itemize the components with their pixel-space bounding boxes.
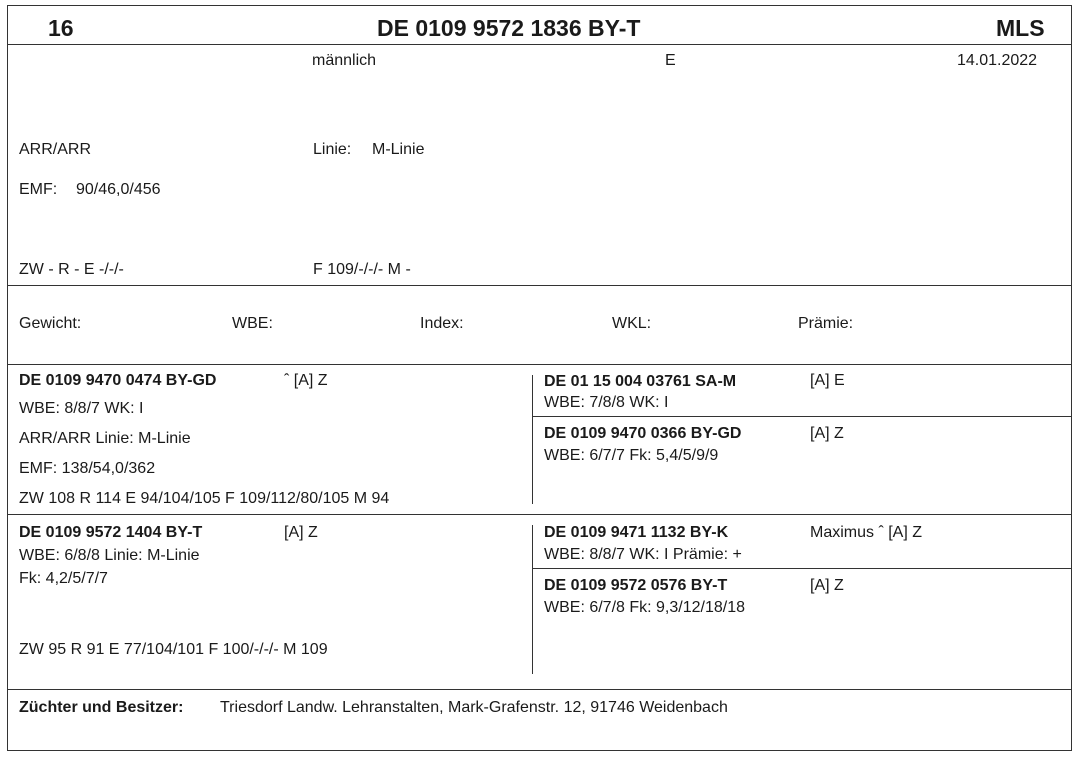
emf-value: 90/46,0/456 xyxy=(76,181,161,198)
dam-id: DE 0109 9572 1404 BY-T xyxy=(19,524,203,541)
dam-marks: [A] Z xyxy=(284,524,318,541)
sire-zw: ZW 108 R 114 E 94/104/105 F 109/112/80/105 M 94 xyxy=(19,490,390,507)
dam-dam-wbe: WBE: 6/7/8 Fk: 9,3/12/18/18 xyxy=(544,599,745,616)
dam-sire-id: DE 0109 9471 1132 BY-K xyxy=(544,524,729,541)
f-m-values: F 109/-/-/- M - xyxy=(313,261,411,278)
sire-dam-wbe: WBE: 6/7/7 Fk: 5,4/5/9/9 xyxy=(544,447,719,464)
section-divider-dam xyxy=(7,514,1072,515)
praemie-label: Prämie: xyxy=(798,315,854,332)
zw-values: ZW - R - E -/-/- xyxy=(19,261,124,278)
pedigree-separator-sire xyxy=(532,375,533,504)
pedigree-separator-dam xyxy=(532,525,533,674)
sire-sire-id: DE 01 15 004 03761 SA-M xyxy=(544,373,737,390)
dam-dam-id: DE 0109 9572 0576 BY-T xyxy=(544,577,728,594)
linie-value: M-Linie xyxy=(372,141,425,158)
gewicht-label: Gewicht: xyxy=(19,315,82,332)
animal-id-title: DE 0109 9572 1836 BY-T xyxy=(377,15,641,41)
wkl-label: WKL: xyxy=(612,315,652,332)
catalog-number: 16 xyxy=(48,15,74,41)
sire-grandparents-divider xyxy=(532,416,1072,417)
linie-label: Linie: xyxy=(313,141,352,158)
sire-marks: ˆ [A] Z xyxy=(284,372,328,389)
dam-grandparents-divider xyxy=(532,568,1072,569)
section-divider-pedigree xyxy=(7,364,1072,365)
sire-arr-linie: ARR/ARR Linie: M-Linie xyxy=(19,430,191,447)
dam-fk: Fk: 4,2/5/7/7 xyxy=(19,570,108,587)
index-label: Index: xyxy=(420,315,464,332)
sire-sire-wbe: WBE: 7/8/8 WK: I xyxy=(544,394,669,411)
sex: männlich xyxy=(312,52,377,69)
dam-sire-wbe: WBE: 8/8/7 WK: I Prämie: + xyxy=(544,546,742,563)
emf-label: EMF: xyxy=(19,181,58,198)
breeder-owner-label: Züchter und Besitzer: xyxy=(19,699,184,716)
sire-wbe: WBE: 8/8/7 WK: I xyxy=(19,400,144,417)
breeder-owner-value: Triesdorf Landw. Lehranstalten, Mark-Grafenstr. 12, 91746 Weidenbach xyxy=(220,699,728,716)
code: E xyxy=(665,52,676,69)
sire-id: DE 0109 9470 0474 BY-GD xyxy=(19,372,217,389)
breed-code: MLS xyxy=(996,15,1045,41)
section-divider-evaluation xyxy=(7,285,1072,286)
wbe-label: WBE: xyxy=(232,315,273,332)
header-divider xyxy=(7,44,1072,45)
sire-sire-marks: [A] E xyxy=(810,372,845,389)
sire-dam-marks: [A] Z xyxy=(810,425,844,442)
dam-wbe-linie: WBE: 6/8/8 Linie: M-Linie xyxy=(19,547,200,564)
section-divider-footer xyxy=(7,689,1072,690)
dam-sire-marks: Maximus ˆ [A] Z xyxy=(810,524,923,541)
arr-genotype: ARR/ARR xyxy=(19,141,92,158)
sire-dam-id: DE 0109 9470 0366 BY-GD xyxy=(544,425,742,442)
dam-zw: ZW 95 R 91 E 77/104/101 F 100/-/-/- M 109 xyxy=(19,641,328,658)
dam-dam-marks: [A] Z xyxy=(810,577,844,594)
sire-emf: EMF: 138/54,0/362 xyxy=(19,460,156,477)
birth-date: 14.01.2022 xyxy=(957,52,1038,69)
